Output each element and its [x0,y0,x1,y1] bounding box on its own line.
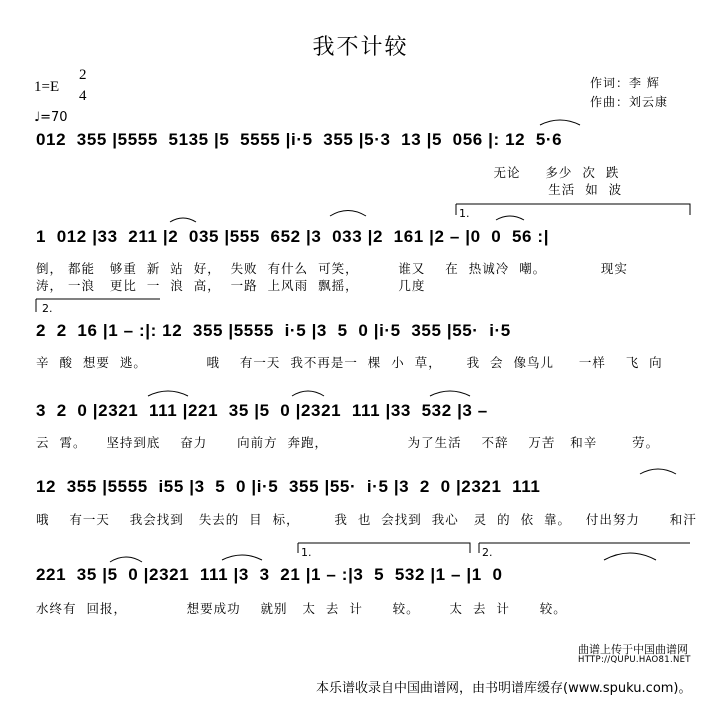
page-title: 我不计较 [312,35,409,60]
tie-arc [540,120,580,125]
notation-row-5: 12 355 |5555 i55 |3 5 0 |i·5 355 |55· i·5 |3 2 0 |2321 111 [36,477,541,496]
notation-row-4: 3 2 0 |2321 111 |221 35 |5 0 |2321 111 |33 532 |3 – [36,401,488,420]
lyrics-row-2-verse-1: 倒， 都能 够重 新 站 好， 失败 有什么 可笑， 谁又 在 热诚冷 嘲。 现实 [36,261,628,276]
tie-arc [430,391,470,396]
volta-bracket-2 [36,299,160,312]
lyrics-row-6: 水终有 回报， 想要成功 就别 太 去 计 较。 太 去 计 较。 [36,601,567,616]
tie-arc [604,553,656,560]
quarter-note-icon: ♩ [34,110,41,125]
tie-arc [170,218,196,222]
tie-arc [330,211,366,217]
tie-arc [110,557,142,562]
notation-row-6: 221 35 |5 0 |2321 111 |3 3 21 |1 – :|3 5 532 |1 – |1 0 [36,565,503,584]
lyrics-row-5: 哦 有一天 我会找到 失去的 目 标， 我 也 会找到 我心 灵 的 依 靠。 付出努力 和汗 [36,512,697,527]
notation-row-1: 012 355 |5555 5135 |5 5555 |i·5 355 |5·3 13 |5 056 |: 12 5·6 [36,130,563,149]
lyrics-row-1-verse-1: 无论 多少 次 跌 [36,165,620,180]
watermark-site-name: 曲谱上传于中国曲谱网 [578,643,688,656]
lyrics-row-1-verse-2: 生活 如 波 [36,182,623,197]
notation-row-3: 2 2 16 |1 – :|: 12 355 |5555 i·5 |3 5 0 |i·5 355 |55· i·5 [36,321,511,340]
tie-arc [292,391,324,396]
time-signature-bottom: 4 [79,88,87,104]
lyrics-row-4: 云 霄。 坚持到底 奋力 向前方 奔跑， 为了生活 不辞 万苦 和辛 劳。 [36,435,660,450]
volta-2-label-end: 2. [482,546,493,559]
notation-row-2: 1 012 |33 211 |2 035 |555 652 |3 033 |2 161 |2 – |0 0 56 :| [36,227,550,246]
tie-arc [640,469,676,474]
footer-credit: 本乐谱收录自中国曲谱网，由书明谱库缓存(www.spuku.com)。 [316,681,692,696]
composer-credit: 作曲：刘云康 [590,95,669,109]
lyricist-credit: 作词：李 辉 [590,76,660,90]
lyrics-row-3: 辛 酸 想要 逃。 哦 有一天 我不再是一 棵 小 草， 我 会 像鸟儿 一样 飞 向 [36,355,663,370]
volta-bracket-1 [456,204,690,215]
volta-bracket-2-end [479,543,690,553]
tie-arc [148,391,188,396]
time-signature-top: 2 [79,67,87,83]
lyrics-row-2-verse-2: 涛， 一浪 更比 一 浪 高， 一路 上风雨 飘摇， 几度 [36,278,426,293]
tempo-value: =70 [40,110,68,125]
volta-2-label: 2. [42,302,53,315]
key-signature: 1=E [34,79,60,95]
tie-arc [496,216,524,220]
tie-arc [222,555,262,560]
watermark-url: HTTP://QUPU.HAO81.NET [578,655,691,665]
volta-1-label: 1. [459,207,470,220]
volta-1-label-end: 1. [301,546,312,559]
volta-bracket-1-end [298,543,470,553]
